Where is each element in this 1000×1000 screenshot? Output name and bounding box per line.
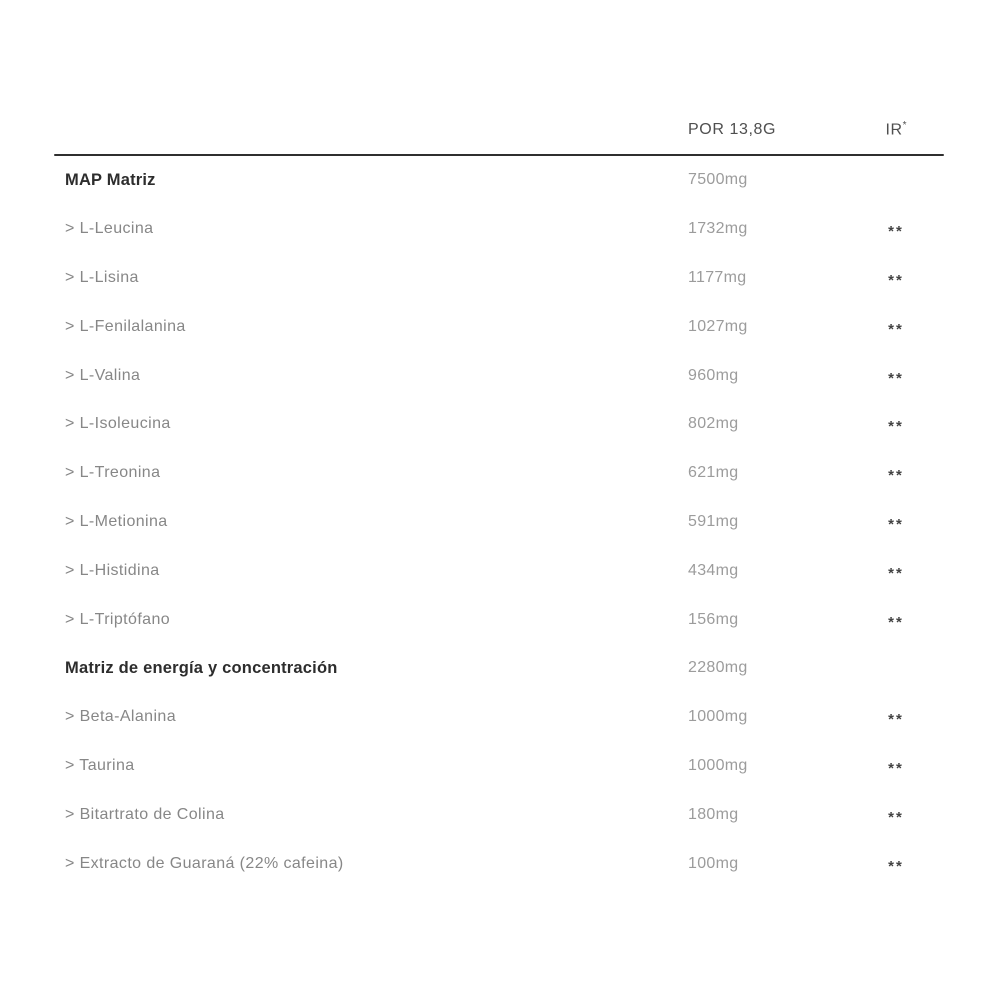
nutrient-label: > L-Histidina [65, 561, 160, 579]
nutrient-amount: 802mg [688, 415, 739, 433]
amount-column-header: POR 13,8G [688, 121, 777, 138]
table-row-section [54, 644, 944, 693]
table-row [54, 302, 944, 351]
table-row [54, 693, 944, 742]
ir-cell [848, 171, 944, 189]
ir-marks: ** [888, 223, 904, 241]
nutrient-label: > Bitartrato de Colina [65, 805, 225, 823]
ir-cell [848, 269, 944, 287]
nutrient-amount: 591mg [688, 512, 739, 530]
ir-cell [848, 464, 944, 485]
nutrient-amount: 2280mg [688, 659, 748, 677]
ir-marks: ** [888, 515, 904, 533]
ir-cell [848, 708, 944, 729]
ir-cell [848, 513, 944, 531]
ir-cell [848, 806, 944, 824]
ir-cell [848, 415, 944, 436]
nutrient-amount: 180mg [688, 805, 739, 823]
nutrition-table [54, 106, 944, 888]
nutrient-label: MAP Matriz [65, 170, 156, 189]
nutrient-amount: 1027mg [688, 317, 748, 335]
table-row [54, 742, 944, 791]
nutrient-label: > Beta-Alanina [65, 708, 177, 726]
nutrient-amount: 1732mg [688, 220, 748, 238]
ir-cell [848, 318, 944, 336]
table-row [54, 839, 944, 888]
table-row [54, 351, 944, 400]
table-row [54, 449, 944, 498]
nutrient-label: > Taurina [65, 756, 135, 774]
nutrient-label: > L-Lisina [65, 268, 139, 286]
ir-marks: ** [888, 271, 904, 289]
ir-marks: ** [888, 418, 904, 436]
ir-marks: ** [888, 564, 904, 582]
nutrient-label: > L-Triptófano [65, 610, 171, 628]
nutrient-amount: 1000mg [688, 708, 748, 726]
ir-marks: ** [888, 320, 904, 338]
nutrient-label: > L-Fenilalanina [65, 317, 186, 335]
table-row-section [54, 156, 944, 205]
table-row [54, 595, 944, 644]
nutrient-label: > L-Valina [65, 366, 141, 384]
nutrient-amount: 100mg [688, 854, 739, 872]
ir-cell [848, 757, 944, 775]
nutrient-label: > Extracto de Guaraná (22% cafeina) [65, 854, 344, 872]
nutrient-label: > L-Isoleucina [65, 415, 171, 433]
ir-cell [848, 855, 944, 873]
table-row [54, 205, 944, 254]
ir-column-header [848, 120, 944, 139]
table-row [54, 546, 944, 595]
nutrient-label: Matriz de energía y concentración [65, 658, 338, 677]
nutrient-label: > L-Metionina [65, 512, 168, 530]
ir-marks: ** [888, 759, 904, 777]
table-header [54, 106, 944, 154]
nutrient-amount: 621mg [688, 464, 739, 482]
nutrient-amount: 156mg [688, 610, 739, 628]
ir-marks: ** [888, 467, 904, 485]
table-row [54, 400, 944, 449]
ir-cell [848, 659, 944, 677]
nutrient-label: > L-Treonina [65, 464, 161, 482]
ir-cell [848, 611, 944, 629]
table-row [54, 790, 944, 839]
ir-cell [848, 367, 944, 385]
ir-marks: ** [888, 613, 904, 631]
table-row [54, 254, 944, 303]
nutrient-label: > L-Leucina [65, 220, 154, 238]
ir-marks: ** [888, 857, 904, 875]
ir-marks: ** [888, 808, 904, 826]
table-row [54, 498, 944, 547]
nutrient-amount: 960mg [688, 366, 739, 384]
nutrient-amount: 434mg [688, 561, 739, 579]
nutrient-amount: 1000mg [688, 756, 748, 774]
ir-cell [848, 220, 944, 241]
nutrient-amount: 1177mg [688, 268, 747, 286]
ir-header-asterisk: * [902, 120, 907, 132]
ir-marks: ** [888, 711, 904, 729]
ir-marks: ** [888, 369, 904, 387]
ir-header-text: IR [885, 121, 903, 139]
nutrient-amount: 7500mg [688, 171, 748, 189]
ir-cell [848, 562, 944, 580]
